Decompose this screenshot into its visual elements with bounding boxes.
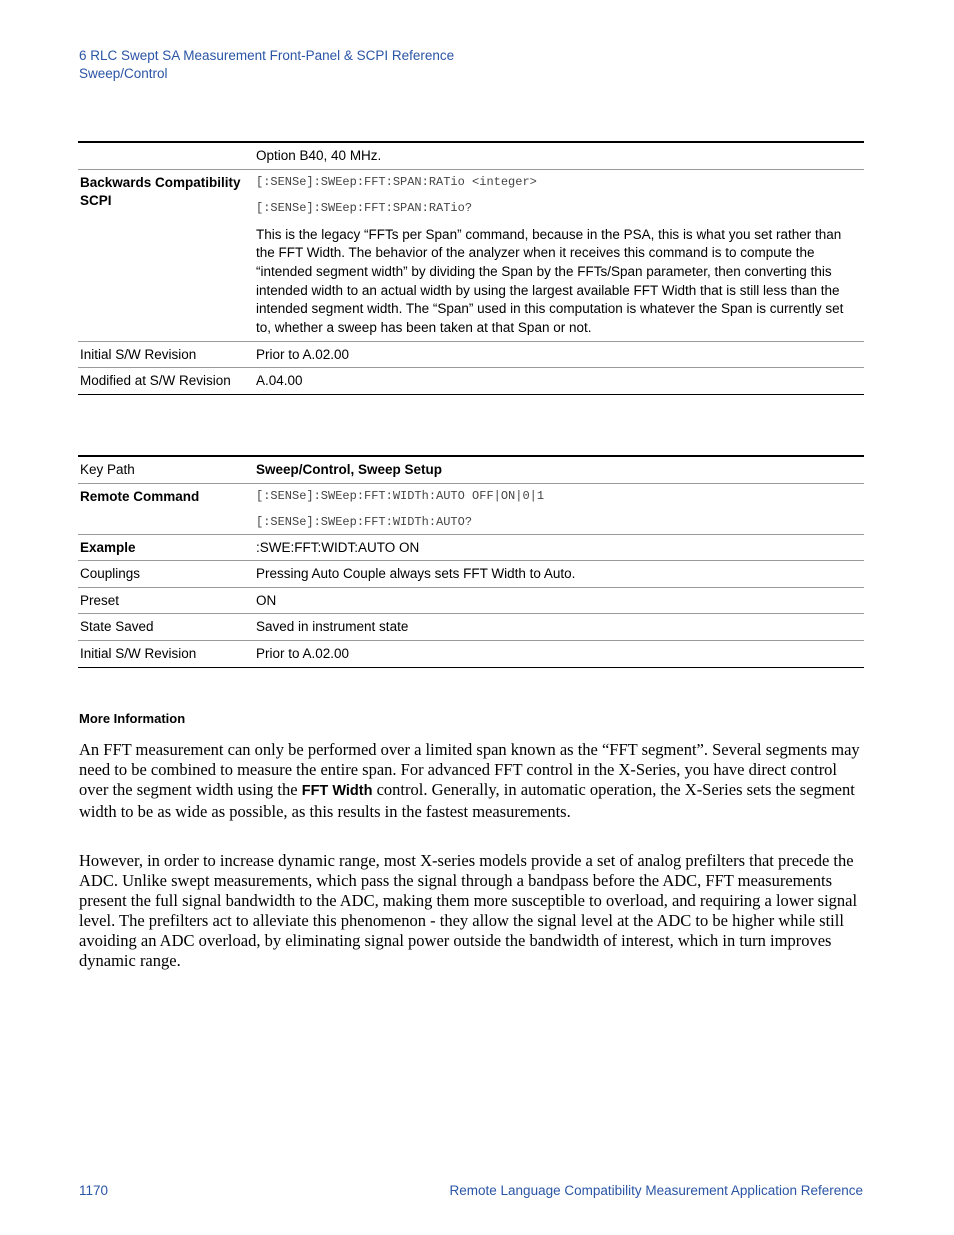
row-label: Initial S/W Revision [78,640,252,667]
scpi-command: [:SENSe]:SWEep:FFT:WIDTh:AUTO OFF|ON|0|1 [256,488,545,503]
row-value: Saved in instrument state [252,614,864,641]
scpi-command: [:SENSe]:SWEep:FFT:SPAN:RATio <integer> [256,174,537,189]
fft-width-auto-table [78,455,864,668]
row-label: Key Path [78,456,252,483]
row-value: Pressing Auto Couple always sets FFT Width to Auto. [252,561,864,588]
row-label: State Saved [78,614,252,641]
more-information-heading: More Information [79,711,186,726]
row-value: :SWE:FFT:WIDT:AUTO ON [252,534,864,561]
row-value: Prior to A.02.00 [252,341,864,368]
page-number: 1170 [79,1183,109,1198]
fft-width-control-ref: FFT Width [301,782,373,799]
table-row [78,561,864,588]
row-label: Preset [78,587,252,614]
backcompat-description: This is the legacy “FFTs per Span” command, because in the PSA, this is what you set rather than the FFT Width. The behavior of the analyzer when it receives this command is to compute the “intended segment width” by dividing the Span by the FFTs/Span parameter, then converting this intended width to an actual width by using the largest available FFT Width that is still less than the intended segment width. The “Span” used in this computation is whatever the Span is currently set to, whether a sweep has been taken at that Span or not. [256,226,844,336]
table-row [78,614,864,641]
running-header [79,47,454,83]
table-row [78,534,864,561]
document-title: Remote Language Compatibility Measurement Application Reference [449,1183,863,1198]
chapter-title: 6 RLC Swept SA Measurement Front-Panel & SCPI Reference [79,48,455,63]
body-paragraph: However, in order to increase dynamic range, most X-series models provide a set of analog prefilters that precede the ADC. Unlike swept measurements, which pass the signal through a bandpass before the ADC, FFT measurements present the full signal bandwidth to the ADC, making them more susceptible to overload, and requiring a lower signal level. The prefilters act to alleviate this phenomenon - they allow the signal level at the ADC to be higher while still avoiding an ADC overload, by eliminating signal power outside the bandwidth of interest, which in turn improves dynamic range. [79,851,858,970]
row-value: ON [252,587,864,614]
table-row [78,587,864,614]
option-note: Option B40, 40 MHz. [252,142,864,169]
row-value: Sweep/Control, Sweep Setup [252,456,864,483]
table-row [78,169,864,341]
section-title: Sweep/Control [79,66,168,81]
table-row [78,341,864,368]
row-label: Remote Command [78,483,252,534]
table-row [78,483,864,534]
table-row [78,456,864,483]
row-label: Backwards Compatibility SCPI [78,169,252,341]
table-row [78,640,864,667]
row-label: Modified at S/W Revision [78,368,252,395]
row-label: Initial S/W Revision [78,341,252,368]
body-paragraph: An FFT measurement can only be performed over a limited span known as the “FFT segment”. Several segments may need to be combined to measure the entire span. For advanced FFT control in the X-Series, you have direct control over the segment width using the FFT Width control. Generally, in automatic operation, the X-Series sets the segment width to be as wide as possible, as this results in the fastest measurements. [79,740,860,821]
row-value: Prior to A.02.00 [252,640,864,667]
scpi-query: [:SENSe]:SWEep:FFT:WIDTh:AUTO? [256,514,473,529]
row-label: Couplings [78,561,252,588]
scpi-query: [:SENSe]:SWEep:FFT:SPAN:RATio? [256,200,473,215]
row-value: A.04.00 [252,368,864,395]
backcompat-table [78,141,864,395]
row-label: Example [78,534,252,561]
table-row [78,368,864,395]
table-row [78,142,864,169]
